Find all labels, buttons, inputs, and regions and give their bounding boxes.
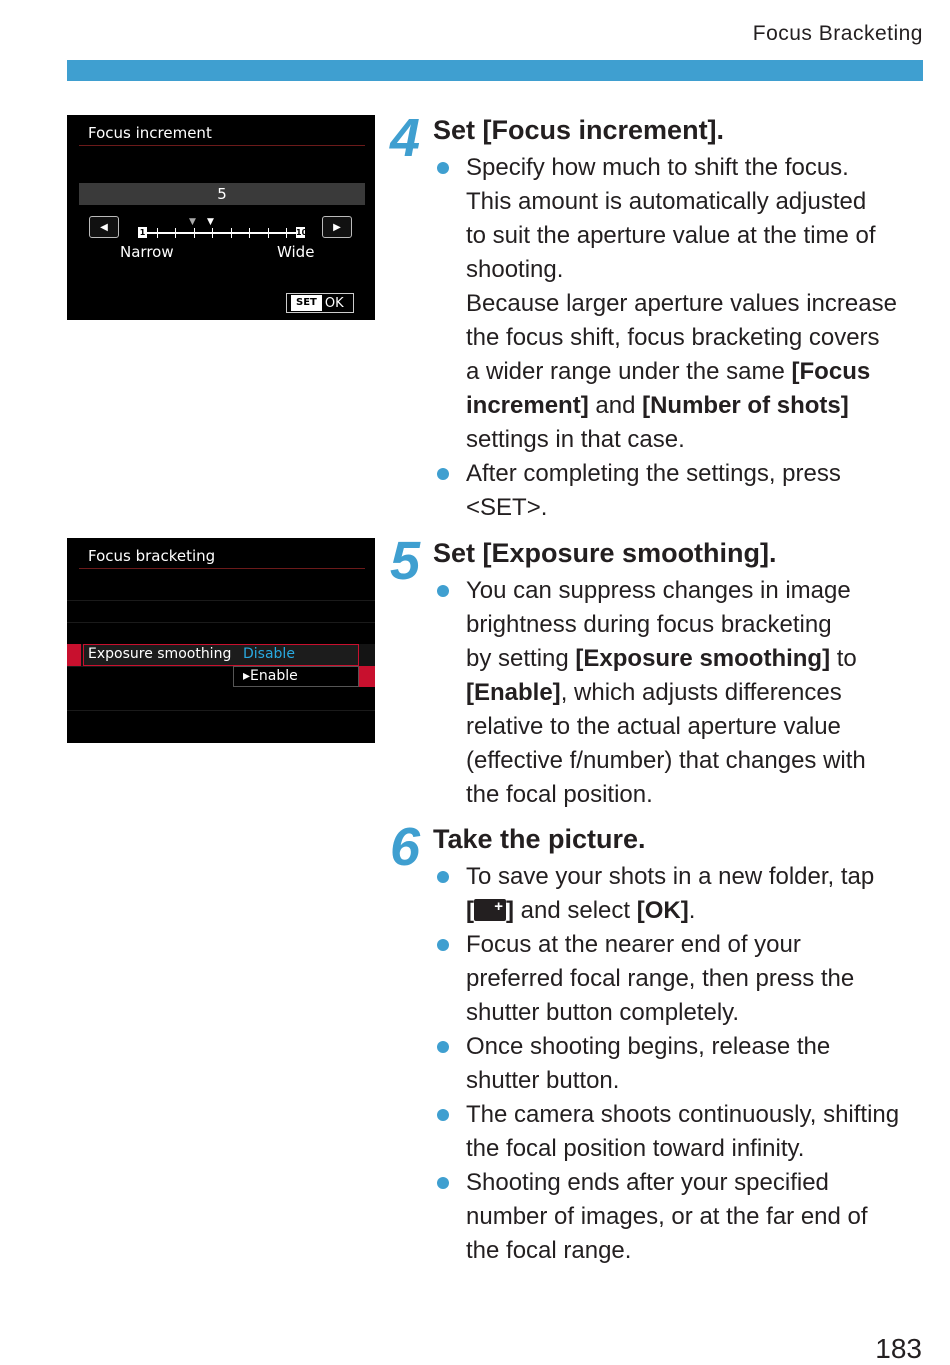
- exposure-smoothing-label: Exposure smoothing: [88, 646, 232, 662]
- step-title: Set [Exposure smoothing].: [433, 538, 777, 568]
- scale-tick: [231, 228, 232, 238]
- menu-row: [67, 688, 375, 711]
- set-ok-button[interactable]: [286, 293, 354, 313]
- step-title: Take the picture.: [433, 824, 646, 854]
- step-number: 6: [390, 817, 419, 877]
- running-header: Focus Bracketing: [752, 22, 923, 45]
- cursor-icon: ▸: [243, 668, 251, 684]
- left-arrow-icon[interactable]: ◀: [89, 216, 119, 238]
- camera-screen-focus-bracketing: [67, 538, 375, 743]
- set-badge: SET: [291, 295, 322, 311]
- scale-tick: [212, 228, 213, 238]
- divider: [79, 145, 365, 146]
- ok-label: OK: [324, 295, 344, 311]
- bullet-item: Once shooting begins, release the shutter button.: [434, 1030, 924, 1098]
- header-bar: [67, 60, 923, 81]
- increment-scale[interactable]: [139, 217, 308, 241]
- increment-value: 5: [79, 183, 365, 205]
- scale-tick: [175, 228, 176, 238]
- default-marker-icon: ▼: [189, 217, 196, 227]
- selection-indicator: [67, 644, 81, 666]
- step-number: 4: [390, 108, 419, 168]
- step-title: Set [Focus increment].: [433, 115, 725, 145]
- scale-tick: [286, 228, 287, 238]
- step-bullets: [434, 574, 924, 812]
- screen-title: Focus increment: [88, 124, 212, 142]
- scale-tick: [268, 228, 269, 238]
- bullet-item: Specify how much to shift the focus. This amount is automatically adjusted to suit the aperture value at the time of shooting. Because larger aperture values increase the focus shift, focus bracketing covers a wider range under the same [Focus increment] and [Number of shots] settings in that case.: [434, 151, 924, 457]
- menu-row: [67, 600, 375, 623]
- screen-title: Focus bracketing: [88, 547, 216, 565]
- step-number: 5: [390, 531, 419, 591]
- bullet-item: To save your shots in a new folder, tap [+ ] and select [OK].: [434, 860, 924, 928]
- scale-tick: [157, 228, 158, 238]
- scale-line: [139, 232, 305, 234]
- label-narrow: Narrow: [120, 243, 174, 261]
- enable-option-label: ▸Enable: [243, 668, 298, 684]
- menu-row: [67, 622, 375, 645]
- step-bullets: [434, 860, 924, 1268]
- right-arrow-icon[interactable]: ▶: [322, 216, 352, 238]
- exposure-smoothing-value: Disable: [243, 646, 295, 662]
- bullet-item: After completing the settings, press <SET>.: [434, 457, 924, 525]
- page-number: 183: [875, 1333, 922, 1364]
- divider: [79, 568, 365, 569]
- label-wide: Wide: [277, 243, 315, 261]
- bullet-item: Shooting ends after your specified number of images, or at the far end of the focal range.: [434, 1166, 924, 1268]
- bullet-item: You can suppress changes in image brightness during focus bracketing by setting [Exposure smoothing] to [Enable], which adjusts differences relative to the actual aperture value (effective f/number) that changes with the focal position.: [434, 574, 924, 812]
- bullet-item: The camera shoots continuously, shifting the focal position toward infinity.: [434, 1098, 924, 1166]
- scale-min: 1: [139, 228, 146, 237]
- scale-tick: [249, 228, 250, 238]
- selection-indicator: [359, 666, 375, 687]
- camera-screen-focus-increment: [67, 115, 375, 320]
- scale-max: 10: [296, 228, 308, 237]
- new-folder-icon: [474, 899, 506, 921]
- bullet-item: Focus at the nearer end of your preferred focal range, then press the shutter button completely.: [434, 928, 924, 1030]
- scale-tick: [194, 228, 195, 238]
- step-bullets: [434, 151, 924, 525]
- menu-row: [67, 578, 375, 601]
- current-marker-icon: ▼: [207, 217, 214, 227]
